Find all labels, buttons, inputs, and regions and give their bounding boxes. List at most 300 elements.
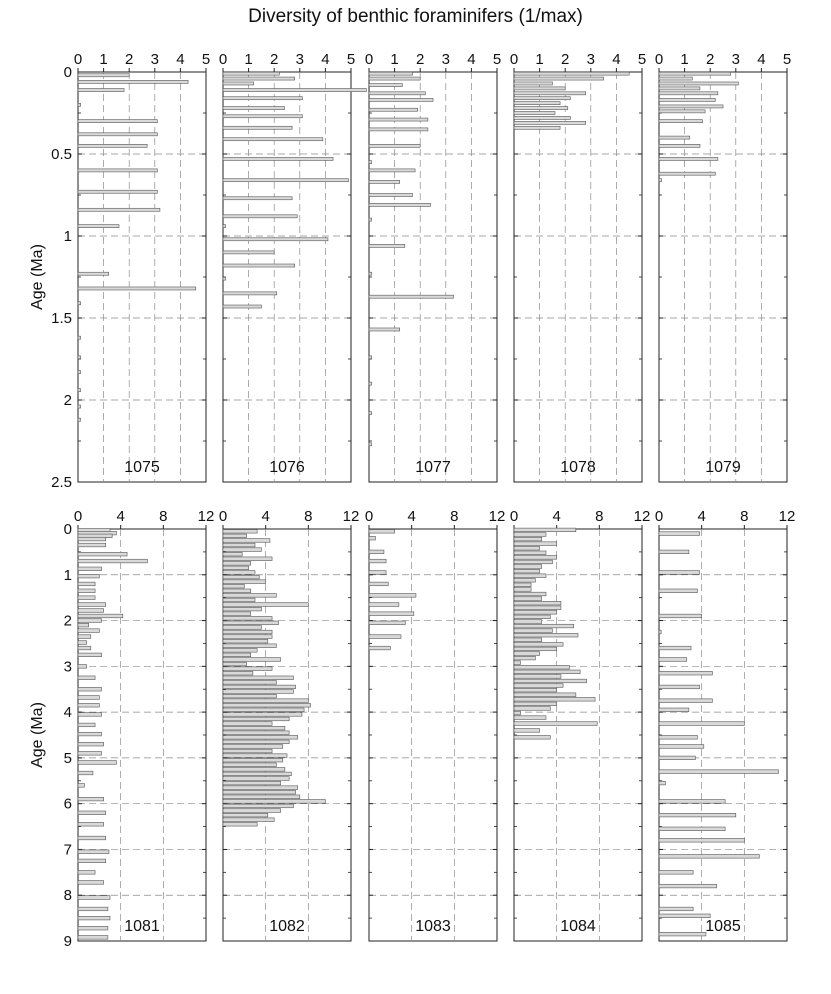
bar — [223, 818, 274, 822]
site-label: 1083 — [415, 918, 451, 935]
bar — [369, 161, 372, 164]
y-tick-label: 1 — [63, 228, 72, 245]
x-tick-label: 0 — [218, 508, 228, 525]
site-label: 1076 — [269, 459, 305, 476]
bar — [223, 225, 226, 228]
x-tick-label: 8 — [304, 508, 313, 525]
bar — [514, 615, 550, 619]
y-tick-label: 1 — [63, 566, 72, 584]
bar — [223, 740, 289, 744]
bar — [78, 676, 95, 680]
bar — [659, 735, 697, 739]
bar — [369, 382, 372, 385]
site-label: 1077 — [415, 459, 451, 476]
bar — [223, 575, 259, 579]
bar — [514, 656, 535, 660]
bar — [78, 723, 95, 727]
bar — [78, 742, 104, 746]
bar — [369, 218, 372, 221]
bar — [659, 110, 705, 113]
bar — [223, 800, 325, 804]
bar — [223, 292, 277, 295]
bar — [369, 621, 405, 625]
bar — [223, 694, 276, 698]
bar — [78, 74, 129, 77]
bar — [223, 667, 272, 671]
bar — [223, 626, 261, 630]
bar — [514, 688, 557, 692]
bar — [223, 758, 283, 762]
bar — [223, 562, 251, 566]
bar — [659, 630, 661, 634]
bar — [514, 611, 557, 615]
y-tick-label: 0 — [63, 521, 72, 538]
x-tick-label: 4 — [407, 508, 416, 525]
bar — [223, 630, 272, 634]
bar — [223, 781, 281, 785]
bar — [659, 92, 718, 95]
bar — [369, 582, 388, 586]
bar — [369, 328, 400, 331]
bar — [514, 588, 531, 592]
bar — [223, 703, 310, 707]
bar — [369, 118, 428, 121]
bar — [223, 763, 276, 767]
bar — [78, 567, 101, 571]
bar — [659, 685, 700, 689]
bar — [78, 703, 99, 707]
x-tick-label: 0 — [73, 508, 83, 525]
bar — [223, 772, 291, 776]
x-tick-label: 2 — [416, 51, 425, 68]
bar — [514, 643, 563, 647]
bar — [78, 641, 87, 645]
bar — [223, 539, 270, 543]
x-tick-label: 2 — [125, 51, 134, 68]
bar — [223, 589, 251, 593]
bar — [514, 556, 557, 560]
bar — [78, 589, 95, 593]
x-tick-label: 12 — [778, 508, 796, 525]
bar — [514, 735, 550, 739]
bar — [78, 619, 101, 623]
bar — [78, 850, 109, 854]
bar — [223, 644, 276, 648]
bar — [369, 77, 420, 80]
bar — [223, 179, 348, 182]
bar — [514, 597, 542, 601]
bar — [659, 708, 689, 712]
panel-frame-1076 — [223, 72, 351, 482]
bar — [659, 699, 712, 703]
x-tick-label: 3 — [150, 51, 159, 68]
bar — [223, 795, 300, 799]
bar — [223, 722, 272, 726]
bar — [659, 838, 744, 842]
bar — [369, 72, 413, 75]
bar — [514, 675, 561, 679]
bar — [514, 679, 587, 683]
bar — [659, 813, 736, 817]
bar — [659, 105, 723, 108]
x-tick-label: 4 — [552, 508, 561, 525]
bar — [223, 77, 295, 80]
bar — [514, 716, 546, 720]
bar — [223, 215, 297, 218]
bar — [659, 781, 665, 785]
bar — [223, 768, 285, 772]
bar — [223, 612, 251, 616]
y-tick-label: 2.5 — [51, 474, 72, 491]
bar — [514, 629, 552, 633]
bar — [514, 574, 546, 578]
bar — [514, 702, 557, 706]
y-tick-label: 0 — [63, 64, 72, 81]
bar — [223, 584, 244, 588]
bar — [78, 302, 81, 305]
x-tick-label: 2 — [270, 51, 279, 68]
bar — [369, 550, 384, 554]
bar — [514, 647, 557, 651]
bar — [223, 616, 272, 620]
x-tick-label: 8 — [595, 508, 604, 525]
bar — [78, 537, 106, 541]
bar — [659, 756, 695, 760]
bar — [223, 97, 302, 100]
bar — [223, 786, 298, 790]
x-tick-label: 1 — [535, 51, 544, 68]
bar — [78, 752, 101, 756]
bar — [223, 790, 296, 794]
bar — [78, 635, 91, 639]
bar — [369, 244, 405, 247]
x-tick-label: 1 — [390, 51, 399, 68]
y-tick-label: 9 — [63, 933, 72, 950]
bar — [223, 126, 292, 129]
bar — [659, 589, 697, 593]
x-tick-label: 12 — [197, 508, 215, 525]
bar — [78, 916, 110, 920]
bar — [78, 623, 89, 627]
bar — [369, 295, 453, 298]
bar — [659, 77, 692, 80]
bar — [514, 583, 531, 587]
bar — [78, 418, 81, 421]
bar — [223, 534, 246, 538]
bar — [78, 609, 104, 613]
x-tick-label: 8 — [159, 508, 168, 525]
panel-frame-1079 — [659, 72, 787, 482]
bar — [78, 784, 84, 788]
bar — [223, 89, 366, 92]
x-tick-label: 4 — [467, 51, 476, 68]
bar — [659, 722, 744, 726]
bar — [223, 658, 281, 662]
bar — [514, 711, 520, 715]
x-tick-label: 0 — [364, 508, 374, 525]
bar — [223, 639, 268, 643]
bar — [78, 811, 106, 815]
bar — [659, 136, 690, 139]
bar — [223, 653, 251, 657]
bar — [78, 596, 95, 600]
bar — [223, 777, 289, 781]
bar — [659, 120, 703, 123]
bar — [78, 603, 106, 607]
y-tick-label: 7 — [63, 841, 72, 859]
bar — [78, 653, 101, 657]
bar — [369, 612, 414, 616]
bar — [514, 707, 550, 711]
bar — [78, 574, 99, 578]
bar — [223, 685, 296, 689]
bar — [78, 896, 110, 900]
y-tick-label: 6 — [63, 795, 72, 813]
x-tick-label: 4 — [757, 51, 766, 68]
bar — [659, 871, 693, 875]
bar — [223, 690, 293, 694]
bar — [514, 606, 561, 610]
bar — [78, 871, 95, 875]
bar — [223, 552, 242, 556]
bar — [223, 543, 255, 547]
bar — [659, 932, 706, 936]
site-label: 1082 — [269, 918, 305, 935]
bar — [78, 859, 106, 863]
bar — [659, 827, 725, 831]
bar — [78, 713, 101, 717]
bar — [223, 238, 328, 241]
bar — [78, 907, 108, 911]
x-tick-label: 3 — [731, 51, 740, 68]
bar — [659, 144, 700, 147]
x-tick-label: 5 — [637, 51, 647, 68]
panel-frame-1078 — [514, 72, 642, 482]
bar — [369, 98, 433, 101]
bar — [223, 671, 253, 675]
bar — [514, 537, 542, 541]
x-tick-label: 3 — [295, 51, 304, 68]
bar — [223, 662, 246, 666]
bar — [514, 684, 563, 688]
bar — [659, 532, 700, 536]
x-tick-label: 5 — [492, 51, 502, 68]
bar — [78, 687, 101, 691]
bar — [223, 735, 298, 739]
bar — [223, 557, 272, 561]
bar — [78, 371, 81, 374]
bar — [223, 676, 293, 680]
bar — [369, 536, 375, 540]
bar — [514, 121, 586, 124]
bar — [514, 102, 560, 105]
bar — [223, 708, 304, 712]
bar — [78, 272, 109, 275]
bar — [223, 157, 333, 160]
bar — [369, 144, 420, 147]
bar — [659, 855, 759, 859]
bar — [223, 726, 285, 730]
bar — [223, 594, 276, 598]
bar — [514, 116, 570, 119]
bar — [514, 528, 576, 532]
bar — [223, 713, 302, 717]
site-label: 1085 — [705, 918, 741, 935]
bar — [514, 126, 560, 129]
bar — [223, 809, 281, 813]
bar — [78, 287, 196, 290]
x-tick-label: 5 — [782, 51, 792, 68]
bar — [659, 658, 687, 662]
bar — [78, 629, 99, 633]
y-tick-label: 3 — [63, 658, 72, 676]
bar — [369, 194, 413, 197]
bar — [369, 84, 402, 87]
bar — [659, 770, 778, 774]
bar — [659, 914, 710, 918]
bar — [78, 646, 91, 650]
bar — [369, 559, 386, 563]
bar — [514, 601, 561, 605]
bar — [514, 661, 520, 665]
x-tick-label: 0 — [364, 51, 374, 68]
bar — [78, 771, 93, 775]
bar — [78, 190, 157, 193]
bar — [659, 157, 718, 160]
x-tick-label: 5 — [201, 51, 211, 68]
x-tick-label: 1 — [99, 51, 108, 68]
bar — [514, 665, 569, 669]
bar — [223, 72, 279, 75]
site-label: 1078 — [560, 459, 596, 476]
bar — [78, 696, 99, 700]
bar — [514, 578, 535, 582]
site-label: 1079 — [705, 459, 741, 476]
bar — [78, 356, 81, 359]
bar — [369, 571, 386, 575]
x-tick-label: 4 — [612, 51, 621, 68]
bar — [514, 82, 552, 85]
bar — [78, 614, 123, 618]
x-tick-label: 3 — [586, 51, 595, 68]
bar — [659, 671, 712, 675]
bar — [369, 180, 400, 183]
bar — [223, 251, 274, 254]
bar — [369, 443, 372, 446]
bar — [223, 621, 278, 625]
site-label: 1081 — [124, 918, 160, 935]
bar — [78, 822, 104, 826]
bar — [78, 103, 81, 106]
bar — [514, 670, 580, 674]
x-tick-label: 0 — [218, 51, 228, 68]
bar — [223, 681, 276, 685]
y-tick-label: 1.5 — [51, 310, 72, 327]
bar — [223, 717, 289, 721]
bar — [223, 603, 308, 607]
bar — [659, 646, 691, 650]
bar — [514, 638, 542, 642]
bar — [514, 565, 542, 569]
bar — [514, 620, 542, 624]
bar — [659, 179, 662, 182]
bar — [78, 208, 160, 211]
bar — [514, 652, 540, 656]
bar — [659, 172, 715, 175]
x-tick-label: 4 — [261, 508, 270, 525]
bar — [369, 356, 372, 359]
bar — [223, 635, 272, 639]
bar — [78, 761, 116, 765]
bar — [78, 732, 101, 736]
bar — [78, 582, 95, 586]
bar — [78, 120, 157, 123]
bar — [659, 550, 689, 554]
bar — [223, 566, 249, 570]
bar — [223, 731, 289, 735]
x-tick-label: 0 — [654, 508, 664, 525]
bar — [514, 624, 574, 628]
bar — [659, 72, 731, 75]
bar — [78, 926, 108, 930]
bar — [223, 745, 283, 749]
bar — [78, 552, 127, 556]
bar — [514, 72, 629, 75]
bar — [514, 729, 540, 733]
x-tick-label: 8 — [450, 508, 459, 525]
bar — [223, 571, 255, 575]
bar — [659, 745, 704, 749]
bar — [514, 551, 546, 555]
x-tick-label: 2 — [561, 51, 570, 68]
bar — [78, 89, 124, 92]
panel-frame-1084 — [514, 529, 642, 941]
bar — [369, 92, 425, 95]
y-tick-label: 2 — [63, 612, 72, 630]
bar — [514, 560, 552, 564]
x-tick-label: 12 — [488, 508, 506, 525]
bar — [369, 594, 416, 598]
bar — [78, 336, 81, 339]
x-tick-label: 4 — [116, 508, 125, 525]
bar — [514, 97, 570, 100]
bar — [223, 305, 261, 308]
bar — [369, 203, 430, 206]
bar — [78, 169, 157, 172]
bar — [369, 635, 401, 639]
bar — [514, 546, 540, 550]
bar — [514, 533, 546, 537]
x-tick-label: 4 — [697, 508, 706, 525]
bar — [223, 138, 323, 141]
x-tick-label: 8 — [740, 508, 749, 525]
bar — [223, 822, 257, 826]
bar — [659, 614, 702, 618]
bar — [78, 797, 104, 801]
y-tick-label: 4 — [63, 704, 72, 722]
bar — [514, 112, 555, 115]
bar — [514, 697, 595, 701]
bar — [659, 884, 717, 888]
bar — [223, 754, 287, 758]
bar — [223, 598, 255, 602]
bar — [369, 169, 415, 172]
bar — [78, 144, 147, 147]
x-tick-label: 0 — [73, 51, 83, 68]
bar — [514, 569, 540, 573]
bar — [223, 749, 272, 753]
bar — [514, 87, 565, 90]
